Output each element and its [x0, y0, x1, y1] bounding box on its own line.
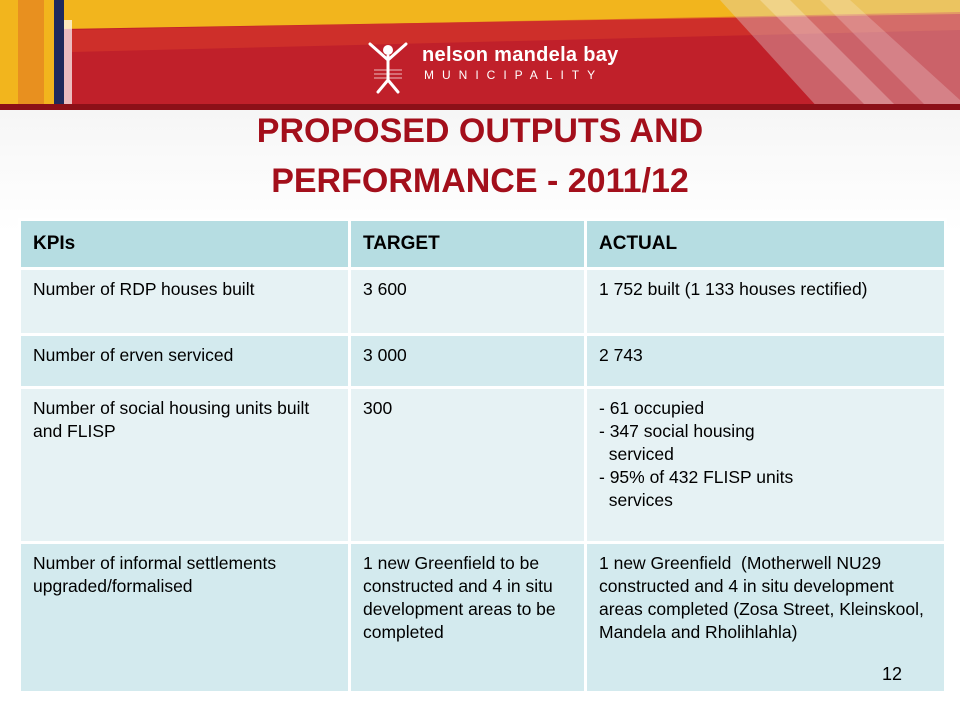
- table-header-row: [20, 220, 946, 269]
- cell-actual: [586, 269, 946, 335]
- figure-logo-icon: [360, 38, 416, 94]
- table-row: [20, 543, 946, 693]
- cell-actual: [586, 335, 946, 388]
- municipality-logo: [360, 38, 619, 96]
- kpi-table: [18, 218, 947, 694]
- header-kpis: KPIs: [20, 220, 350, 269]
- actual-line: 2 743: [599, 345, 643, 365]
- actual-line: services: [599, 490, 673, 510]
- cell-kpi: Number of informal settlements upgraded/formalised: [20, 543, 350, 693]
- cell-target: 1 new Greenfield to be constructed and 4 in situ development areas to be completed: [350, 543, 586, 693]
- cell-target: 300: [350, 388, 586, 543]
- logo-name: nelson mandela bay: [422, 44, 619, 66]
- cell-kpi: Number of social housing units built and FLISP: [20, 388, 350, 543]
- actual-line: 1 new Greenfield (Motherwell NU29 constructed and 4 in situ development areas completed (Zosa Street, Kleinskool, Mandela and Rholihlahla): [599, 553, 929, 642]
- actual-line: serviced: [599, 444, 674, 464]
- title-line-1: PROPOSED OUTPUTS AND: [256, 112, 704, 150]
- actual-line: 1 752 built (1 133 houses rectified): [599, 279, 868, 299]
- title-line-2: PERFORMANCE - 2011/12: [271, 162, 689, 200]
- cell-actual: [586, 388, 946, 543]
- page-number: 12: [881, 664, 903, 684]
- table-row: [20, 335, 946, 388]
- table-row: [20, 269, 946, 335]
- actual-line: - 61 occupied: [599, 398, 705, 418]
- header-actual: ACTUAL: [586, 220, 946, 269]
- cell-kpi: Number of erven serviced: [20, 335, 350, 388]
- actual-line: - 95% of 432 FLISP units: [599, 467, 794, 487]
- actual-line: - 347 social housing: [599, 421, 755, 441]
- table-row: [20, 388, 946, 543]
- cell-kpi: Number of RDP houses built: [20, 269, 350, 335]
- header-target: TARGET: [350, 220, 586, 269]
- cell-target: 3 600: [350, 269, 586, 335]
- slide-title: [120, 106, 840, 206]
- cell-target: 3 000: [350, 335, 586, 388]
- logo-subtitle: MUNICIPALITY: [424, 68, 604, 82]
